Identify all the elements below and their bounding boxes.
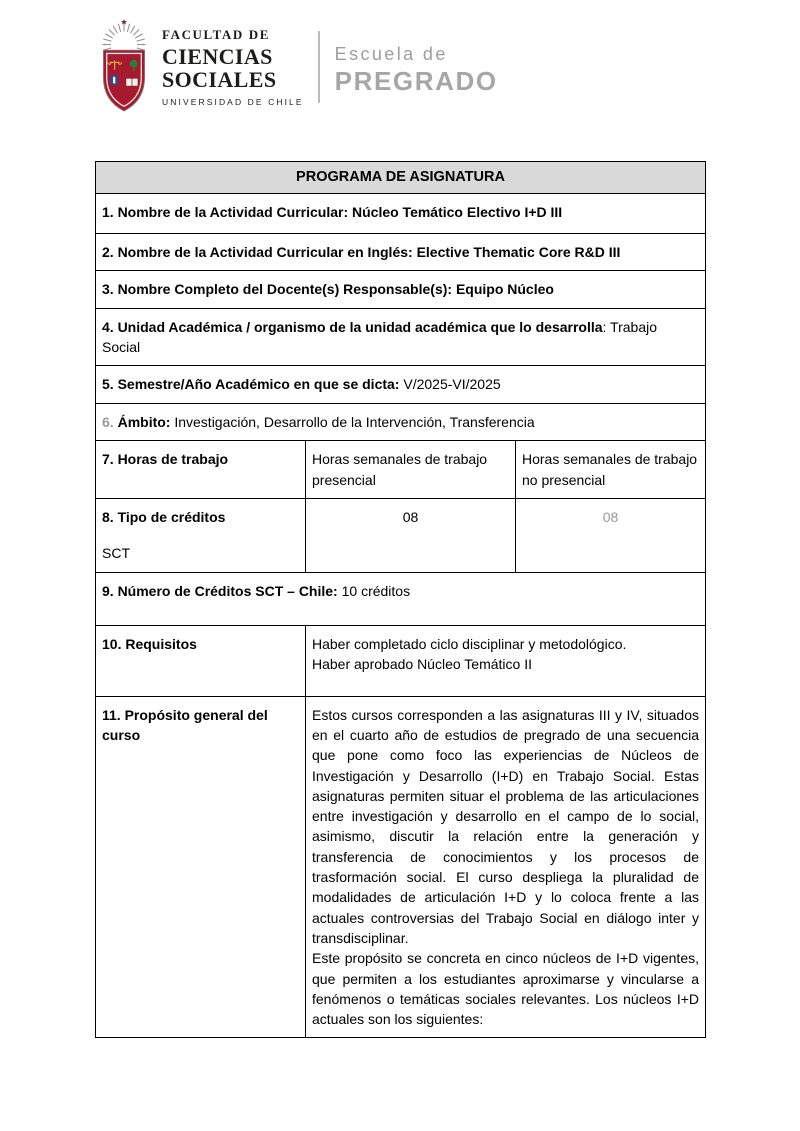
table-row-8 — [96, 499, 706, 573]
field-1-text: 1. Nombre de la Actividad Curricular: Núcleo Temático Electivo I+D III — [102, 204, 563, 220]
table-row-5 — [96, 366, 706, 404]
field-7-label: 7. Horas de trabajo — [102, 451, 229, 468]
table-row-2 — [96, 234, 706, 271]
school-name: PREGRADO — [334, 65, 498, 96]
field-proposito-label — [96, 696, 306, 1038]
table-row-11 — [96, 696, 706, 1038]
faculty-line-1: FACULTAD DE — [162, 27, 271, 43]
field-8-label: 8. Tipo de créditos — [102, 509, 226, 526]
field-requisitos-value — [306, 625, 706, 696]
field-11-paragraph-2: Este propósito se concreta en cinco núcleos de I+D vigentes, que permiten a los estudiantes aproximarse y vincularse a fenómenos o temáticas sociales relevantes. Los núcleos I+D actuales son los siguientes: — [312, 950, 699, 1028]
field-9-value: 10 créditos — [337, 582, 411, 599]
field-4-label: 4. Unidad Académica / organismo de la unidad académica que lo desarrolla — [102, 318, 603, 335]
faculty-line-2: CIENCIAS — [162, 44, 273, 70]
field-6-number: 6. — [102, 414, 114, 431]
field-proposito-value — [306, 696, 706, 1038]
field-requisitos-label — [96, 625, 306, 696]
university-crest-icon — [95, 18, 153, 116]
field-semestre — [96, 366, 706, 404]
field-7-col3: Horas semanales de trabajo no presencial — [522, 451, 698, 488]
field-3-text: 3. Nombre Completo del Docente(s) Responsable(s): Equipo Núcleo — [102, 281, 554, 298]
table-row-1 — [96, 194, 706, 234]
field-11-label: 11. Propósito general del curso — [102, 706, 268, 743]
faculty-line-3: SOCIALES — [162, 66, 277, 92]
table-row-title — [96, 162, 706, 194]
field-unidad-academica — [96, 308, 706, 366]
syllabus-table — [95, 161, 706, 1038]
field-5-value: V/2025-VI/2025 — [399, 376, 501, 393]
logo-divider — [318, 31, 320, 103]
field-nombre-actividad — [96, 194, 706, 234]
field-7-col2: Horas semanales de trabajo presencial — [312, 451, 488, 488]
field-ambito — [96, 404, 706, 441]
field-5-label: 5. Semestre/Año Académico en que se dicta: — [102, 376, 400, 393]
field-horas-presencial-value: 08 — [306, 499, 516, 573]
field-horas-presencial — [306, 441, 516, 499]
field-horas-no-presencial-value: 08 — [516, 499, 706, 573]
field-numero-creditos — [96, 572, 706, 625]
university-name: UNIVERSIDAD DE CHILE — [162, 96, 304, 107]
table-row-9 — [96, 572, 706, 625]
field-6-value: Investigación, Desarrollo de la Intervención, Transferencia — [170, 414, 535, 431]
field-2-text: 2. Nombre de la Actividad Curricular en Inglés: Elective Thematic Core R&D III — [102, 244, 621, 260]
field-10-line2: Haber aprobado Núcleo Temático II — [312, 655, 532, 672]
table-row-4 — [96, 308, 706, 366]
table-row-10 — [96, 625, 706, 696]
field-10-label: 10. Requisitos — [102, 635, 197, 652]
field-11-paragraph-1: Estos cursos corresponden a las asignaturas III y IV, situados en el cuarto año de estudios de pregrado de una secuencia que pone como foco las experiencias de Núcleos de Investigación y Desarrollo (I+D) en Trabajo Social. Estas asignaturas permiten situar el problema de las articulaciones entre investigación y desarrollo en el campo de lo social, asimismo, discutir la relación entre la generación y transferencia de conocimientos y los procesos de trasformación social. El curso despliega la pluralidad de modalidades de articulación I+D y lo coloca frente a las actuales controversias del Trabajo Social en diálogo inter y transdisciplinar. — [312, 706, 699, 946]
field-9-label: 9. Número de Créditos SCT – Chile: — [102, 582, 338, 599]
field-tipo-creditos — [96, 499, 306, 573]
logo-header — [95, 18, 705, 116]
field-horas-trabajo — [96, 441, 306, 499]
field-8-label2: SCT — [102, 545, 130, 562]
field-docente — [96, 271, 706, 308]
school-lockup — [335, 38, 498, 97]
table-title: PROGRAMA DE ASIGNATURA — [96, 162, 706, 194]
table-row-6 — [96, 404, 706, 441]
field-10-line1: Haber completado ciclo disciplinar y metodológico. — [312, 635, 627, 652]
table-row-7 — [96, 441, 706, 499]
field-horas-no-presencial — [516, 441, 706, 499]
table-row-3 — [96, 271, 706, 308]
faculty-lockup — [162, 27, 304, 107]
field-nombre-ingles — [96, 234, 706, 271]
field-6-label: Ámbito: — [113, 414, 171, 431]
school-prefix: Escuela de — [334, 43, 448, 64]
field-4-value: : Trabajo Social — [102, 318, 658, 355]
